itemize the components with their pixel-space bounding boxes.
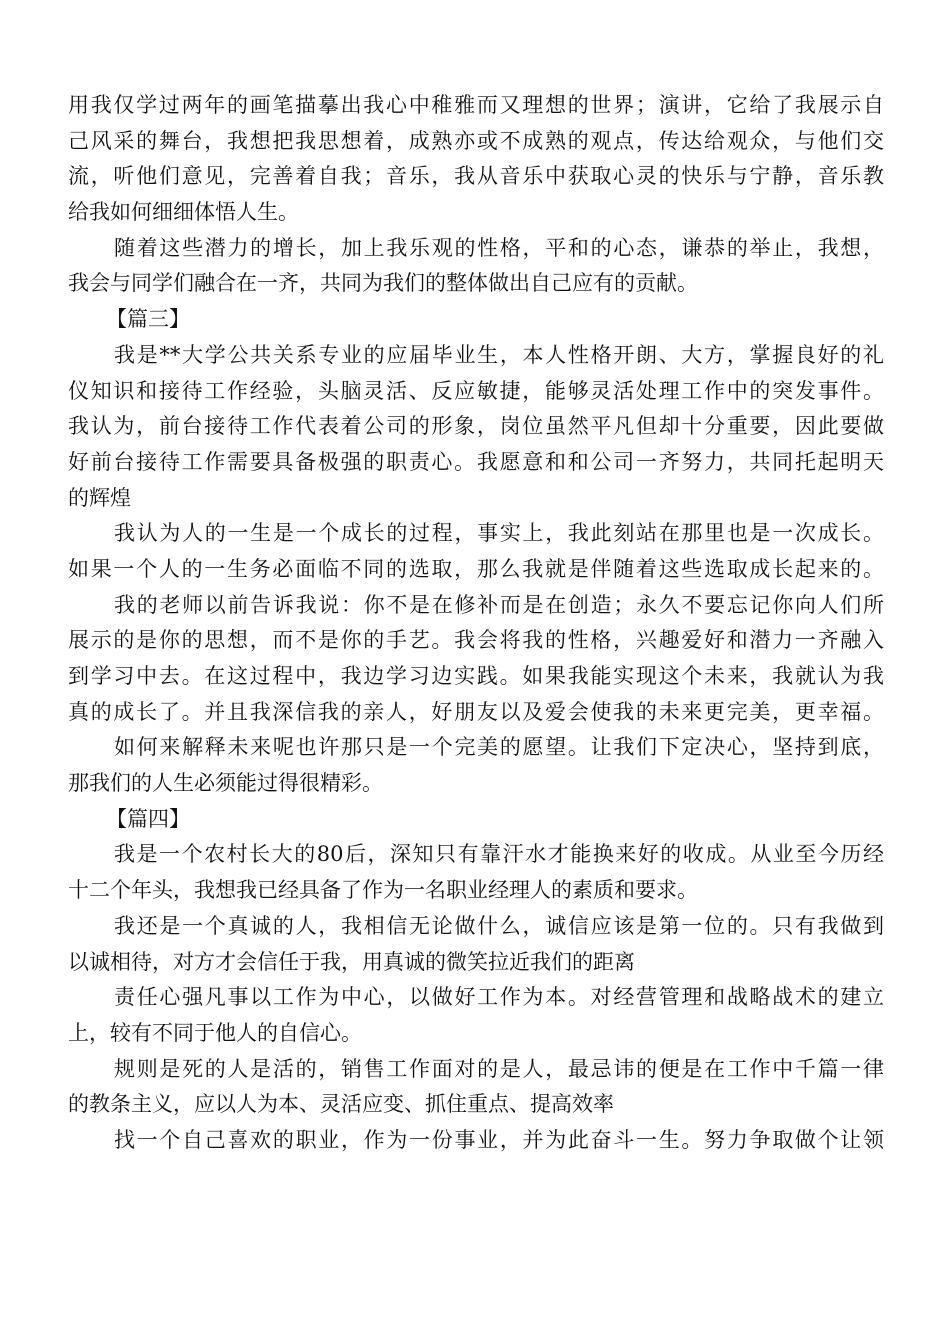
paragraph-line: 真的成长了。并且我深信我的亲人，好朋友以及爱会使我的未来更完美，更幸福。 — [68, 699, 884, 724]
paragraph-line: 我会与同学们融合在一齐，共同为我们的整体做出自己应有的贡献。 — [68, 271, 698, 296]
paragraph-line: 展示的是你的思想，而不是你的手艺。我会将我的性格，兴趣爱好和潜力一齐融入 — [68, 628, 884, 653]
paragraph-line: 的教条主义，应以人为本、灵活应变、抓住重点、提高效率 — [68, 1092, 614, 1117]
paragraph-line: 以诚相待，对方才会信任于我，用真诚的微笑拉近我们的距离 — [68, 949, 635, 974]
paragraph-line: 上，较有不同于他人的自信心。 — [68, 1020, 362, 1045]
paragraph-line: 规则是死的人是活的，销售工作面对的是人，最忌讳的便是在工作中千篇一律 — [114, 1056, 884, 1081]
paragraph-line: 给我如何细细体悟人生。 — [68, 200, 299, 225]
section-heading: 【篇三】 — [106, 307, 190, 332]
paragraph-line: 随着这些潜力的增长，加上我乐观的性格，平和的心态，谦恭的举止，我想， — [114, 235, 884, 260]
paragraph-line: 如果一个人的一生务必面临不同的选取，那么我就是伴随着这些选取成长起来的。 — [68, 556, 884, 581]
paragraph-line: 找一个自己喜欢的职业，作为一份事业，并为此奋斗一生。努力争取做个让领 — [114, 1127, 884, 1152]
section-heading: 【篇四】 — [106, 806, 190, 831]
paragraph-line: 我认为，前台接待工作代表着公司的形象，岗位虽然平凡但却十分重要，因此要做 — [68, 414, 884, 439]
paragraph-line: 好前台接待工作需要具备极强的职责心。我愿意和和公司一齐努力，共同托起明天 — [68, 449, 884, 474]
paragraph-line: 流，听他们意见，完善着自我；音乐，我从音乐中获取心灵的快乐与宁静，音乐教 — [68, 164, 884, 189]
paragraph-line: 我认为人的一生是一个成长的过程，事实上，我此刻站在那里也是一次成长。 — [114, 521, 884, 546]
paragraph-line: 我是一个农村长大的80后，深知只有靠汗水才能换来好的收成。从业至今历经 — [114, 842, 884, 867]
paragraph-line: 我是**大学公共关系专业的应届毕业生，本人性格开朗、大方，掌握良好的礼 — [114, 342, 884, 367]
paragraph-line: 仪知识和接待工作经验，头脑灵活、反应敏捷，能够灵活处理工作中的突发事件。 — [68, 378, 884, 403]
paragraph-line: 的辉煌 — [68, 485, 131, 510]
paragraph-line: 责任心强凡事以工作为中心，以做好工作为本。对经营管理和战略战术的建立 — [114, 985, 884, 1010]
paragraph-line: 我还是一个真诚的人，我相信无论做什么，诚信应该是第一位的。只有我做到 — [114, 913, 884, 938]
paragraph-line: 十二个年头，我想我已经具备了作为一名职业经理人的素质和要求。 — [68, 878, 698, 903]
paragraph-line: 我的老师以前告诉我说：你不是在修补而是在创造；永久不要忘记你向人们所 — [114, 592, 884, 617]
paragraph-line: 如何来解释未来呢也许那只是一个完美的愿望。让我们下定决心，坚持到底， — [114, 735, 884, 760]
paragraph-line: 用我仅学过两年的画笔描摹出我心中稚雅而又理想的世界；演讲，它给了我展示自 — [68, 93, 884, 117]
paragraph-line: 那我们的人生必须能过得很精彩。 — [68, 771, 383, 796]
paragraph-line: 己风采的舞台，我想把我思想着，成熟亦或不成熟的观点，传达给观众，与他们交 — [68, 128, 884, 153]
document-page — [68, 88, 884, 1159]
paragraph-line: 到学习中去。在这过程中，我边学习边实践。如果我能实现这个未来，我就认为我 — [68, 664, 884, 688]
